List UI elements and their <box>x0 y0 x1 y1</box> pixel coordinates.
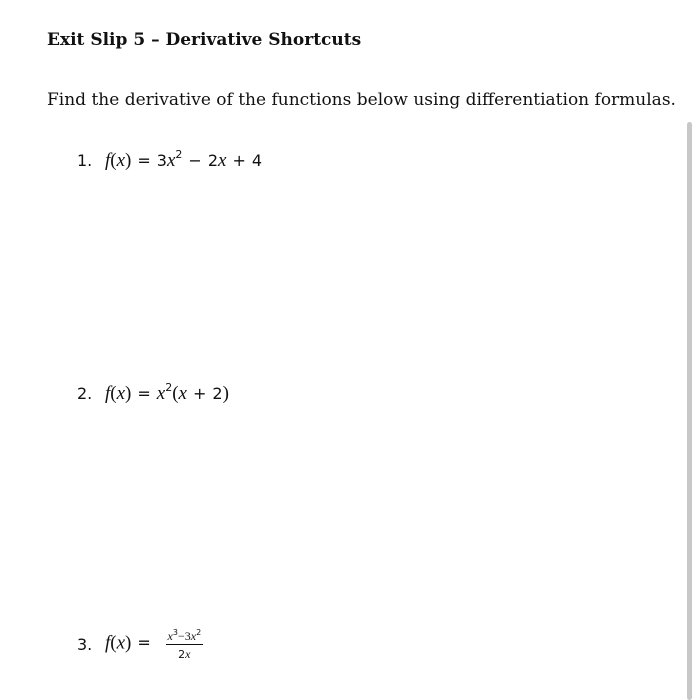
problem-number: 3. <box>77 634 93 654</box>
problem-1-equation: $f(x) = 3x^2 - 2x + 4$ <box>105 148 263 171</box>
problem-number: 1. <box>77 150 93 170</box>
problem-1 <box>77 148 262 172</box>
page-title: Exit Slip 5 – Derivative Shortcuts <box>47 30 362 50</box>
problem-3-equation: f(x) = $\frac{x^3-3x^2}{2x}$ <box>105 628 202 661</box>
fraction-numerator: $x^3-3x^2$ <box>167 628 202 643</box>
problem-2-equation: $f(x) = x^2(x + 2)$ <box>105 381 229 404</box>
problem-3 <box>77 626 203 662</box>
fraction <box>166 626 204 662</box>
problem-number: 2. <box>77 383 93 403</box>
fraction-denominator: 2x <box>178 647 191 661</box>
instructions-text: Find the derivative of the functions below using differentiation formulas. <box>47 90 676 110</box>
problem-2 <box>77 381 229 405</box>
vertical-scrollbar[interactable] <box>687 122 692 700</box>
